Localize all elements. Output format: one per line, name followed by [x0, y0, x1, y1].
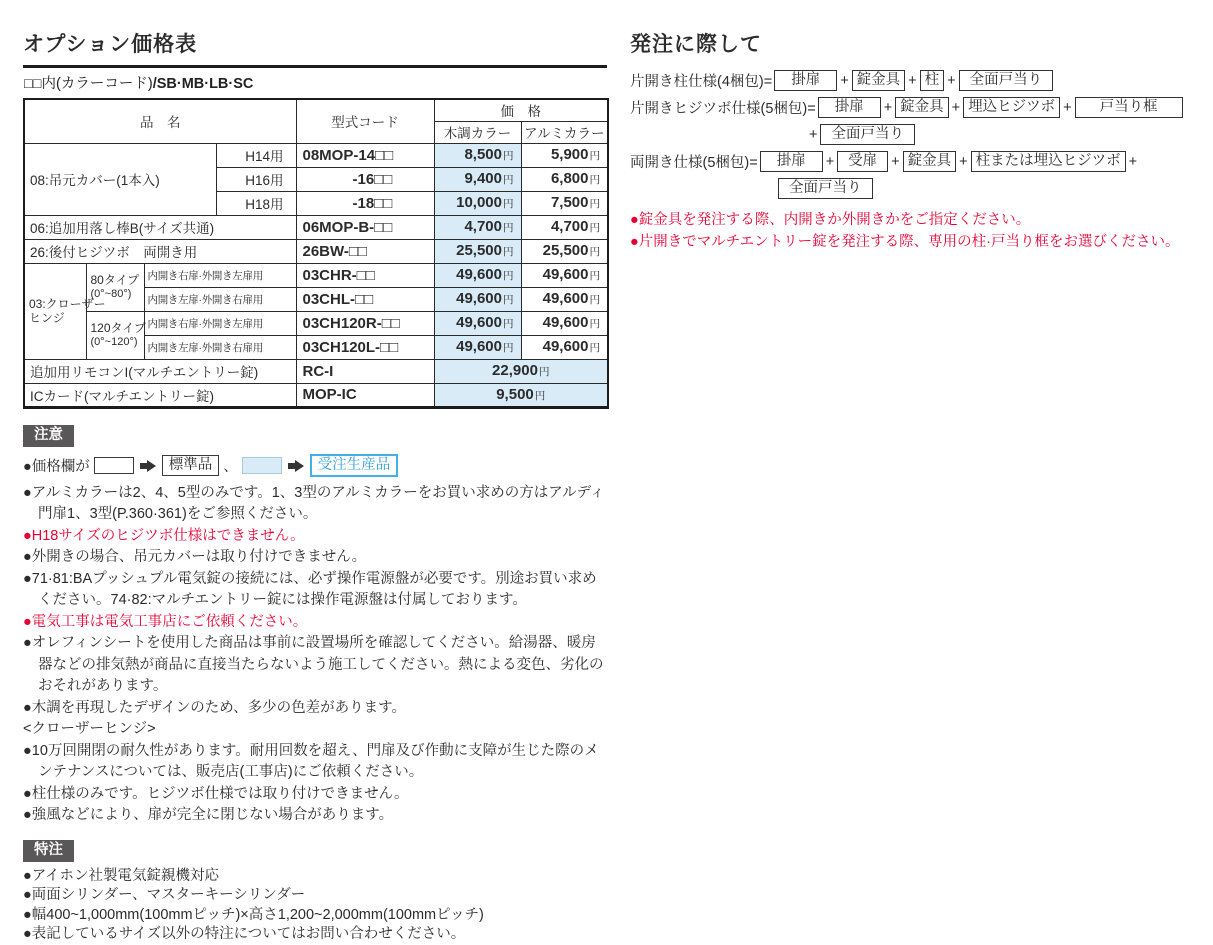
- notice-item: ●柱仕様のみです。ヒジツボ仕様では取り付けできません。: [23, 785, 409, 802]
- price-wood-cell: 4,700円: [434, 215, 521, 239]
- model-code-cell: 03CHL-□□: [296, 287, 434, 311]
- model-code-cell: 03CH120R-□□: [296, 311, 434, 335]
- package-box: 全面戸当り: [959, 70, 1054, 91]
- price-alumi-cell: 7,500円: [521, 191, 608, 215]
- ordering-title: 発注に際して: [630, 33, 762, 56]
- right-arrow-icon: [288, 460, 304, 472]
- formula-single-pillar: 片開き柱仕様(4梱包)= 掛扉 + 錠金具 + 柱 + 全面戸当り: [630, 70, 1208, 91]
- header-price: 価 格: [434, 99, 608, 121]
- price-alumi-cell: 6,800円: [521, 167, 608, 191]
- table-row: [24, 239, 608, 263]
- package-box: 掛扉: [818, 97, 881, 118]
- notice-item: ●オレフィンシートを使用した商品は事前に設置場所を確認してください。給湯器、暖房器などの排気熱が商品に直接当たらないよう施工してください。熱による変色、劣化のおそれがあります。: [23, 635, 604, 694]
- price-alumi-cell: 4,700円: [521, 215, 608, 239]
- package-box: 全面戸当り: [778, 178, 873, 199]
- product-name-cell: 追加用リモコンI(マルチエントリー錠): [24, 359, 296, 383]
- price-alumi-cell: 25,500円: [521, 239, 608, 263]
- model-code-cell: 06MOP-B-□□: [296, 215, 434, 239]
- table-row: [24, 383, 608, 407]
- notice-item: ●木調を再現したデザインのため、多少の色差があります。: [23, 699, 407, 716]
- notice-item: ●アルミカラーは2、4、5型のみです。1、3型のアルミカラーをお買い求めの方はアルディ門扉1、3型(P.360·361)をご参照ください。: [23, 484, 605, 522]
- price-alumi-cell: 49,600円: [521, 263, 608, 287]
- door-direction-cell: 内開き右扉·外開き左扉用: [144, 311, 296, 335]
- price-wood-cell: 25,500円: [434, 239, 521, 263]
- price-wood-cell: 49,600円: [434, 311, 521, 335]
- color-code-list: /SB·MB·LB·SC: [152, 76, 254, 92]
- header-wood-color: 木調カラー: [434, 121, 521, 143]
- color-code-note-prefix: □□内(カラーコード): [24, 76, 153, 92]
- package-box: 埋込ヒジツボ: [963, 97, 1060, 118]
- package-box: 錠金具: [895, 97, 949, 118]
- price-wood-cell: 49,600円: [434, 263, 521, 287]
- table-row: [24, 263, 608, 287]
- package-box: 掛扉: [760, 151, 823, 172]
- door-direction-cell: 内開き右扉·外開き左扉用: [144, 263, 296, 287]
- table-row: [24, 359, 608, 383]
- package-box: 戸当り框: [1075, 97, 1183, 118]
- price-alumi-cell: 49,600円: [521, 335, 608, 359]
- legend-comma: 、: [223, 459, 238, 475]
- size-label-cell: H16用: [216, 167, 296, 191]
- model-code-cell: 03CH120L-□□: [296, 335, 434, 359]
- model-code-cell: 03CHR-□□: [296, 263, 434, 287]
- custom-order-item: ●表記しているサイズ以外の特注についてはお問い合わせください。: [23, 926, 466, 942]
- header-model-code: 型式コード: [296, 99, 434, 143]
- package-box: 錠金具: [903, 151, 957, 172]
- package-box: 錠金具: [852, 70, 906, 91]
- price-alumi-cell: 5,900円: [521, 143, 608, 167]
- color-code-note: [23, 68, 607, 98]
- formula-double: 両開き仕様(5梱包)= 掛扉 + 受扉 + 錠金具 + 柱または埋込ヒジツボ +: [630, 153, 1138, 171]
- header-alumi-color: アルミカラー: [521, 121, 608, 143]
- price-merged-cell: 22,900円: [434, 359, 608, 383]
- package-box: 掛扉: [774, 70, 837, 91]
- formula-double-cont: [778, 178, 1208, 199]
- price-wood-cell: 9,400円: [434, 167, 521, 191]
- type-label-cell: 120タイプ (0°~120°): [86, 311, 144, 359]
- size-label-cell: H18用: [216, 191, 296, 215]
- page-title: オプション価格表: [23, 28, 607, 68]
- package-box: 全面戸当り: [820, 124, 915, 145]
- custom-order-item: ●アイホン社製電気錠親機対応: [23, 867, 219, 884]
- price-wood-cell: 8,500円: [434, 143, 521, 167]
- model-code-cell: -18□□: [296, 191, 434, 215]
- standard-product-label: 標準品: [162, 455, 220, 476]
- ordering-notes: [630, 209, 1208, 253]
- table-row: [24, 215, 608, 239]
- door-direction-cell: 内開き左扉·外開き右扉用: [144, 335, 296, 359]
- type-label-cell: 80タイプ (0°~80°): [86, 263, 144, 311]
- price-wood-cell: 49,600円: [434, 335, 521, 359]
- ordering-note: ●錠金具を発注する際、内開きか外開きかをご指定ください。: [630, 212, 1031, 228]
- model-code-cell: MOP-IC: [296, 383, 434, 407]
- custom-order-badge: 特注: [23, 840, 74, 862]
- formula-single-hinge-cont: + 全面戸当り: [806, 124, 1208, 145]
- notice-badge: 注意: [23, 425, 74, 447]
- price-wood-cell: 49,600円: [434, 287, 521, 311]
- notice-item: ●71·81:BAプッシュプル電気錠の接続には、必ず操作電源盤が必要です。別途お買い求めください。74·82:マルチエントリー錠には操作電源盤は付属しております。: [23, 570, 597, 608]
- price-merged-cell: 9,500円: [434, 383, 608, 407]
- custom-order-list: [23, 867, 607, 945]
- notice-item: ●10万回開閉の耐久性があります。耐用回数を超え、門扉及び作動に支障が生じた際のメンテナンスについては、販売店(工事店)にご依頼ください。: [23, 742, 599, 780]
- custom-order-item: ●両面シリンダー、マスターキーシリンダー: [23, 887, 306, 903]
- package-box: 柱または埋込ヒジツボ: [971, 151, 1126, 172]
- notice-list: [23, 483, 607, 827]
- price-wood-cell: 10,000円: [434, 191, 521, 215]
- standard-price-swatch: [94, 457, 134, 474]
- table-row: [24, 143, 608, 167]
- notice-item: ●外開きの場合、吊元カバーは取り付けできません。: [23, 549, 367, 565]
- product-name-cell: 06:追加用落し棒B(サイズ共通): [24, 215, 296, 239]
- header-product-name: 品 名: [24, 99, 296, 143]
- formula-single-hinge: 片開きヒジツボ仕様(5梱包)= 掛扉 + 錠金具 + 埋込ヒジツボ + 戸当り框: [630, 97, 1208, 118]
- product-name-cell: 08:吊元カバー(1本入): [24, 143, 216, 215]
- product-name-cell: 03:クローザー ヒンジ: [24, 263, 86, 359]
- ordering-note: ●片開きでマルチエントリー錠を発注する際、専用の柱·戸当り框をお選びください。: [630, 234, 1180, 250]
- product-name-cell: 26:後付ヒジツボ 両開き用: [24, 239, 296, 263]
- model-code-cell: 26BW-□□: [296, 239, 434, 263]
- right-arrow-icon: [140, 460, 156, 472]
- ordering-section: [630, 28, 1208, 253]
- price-alumi-cell: 49,600円: [521, 287, 608, 311]
- price-alumi-cell: 49,600円: [521, 311, 608, 335]
- option-price-table: [23, 98, 609, 409]
- notice-item: ●強風などにより、扉が完全に閉じない場合があります。: [23, 807, 394, 823]
- notice-item: <クローザーヒンジ>: [23, 721, 156, 737]
- made-to-order-label: 受注生産品: [310, 454, 399, 477]
- table-row: [24, 311, 608, 335]
- model-code-cell: 08MOP-14□□: [296, 143, 434, 167]
- package-box: 柱: [920, 70, 945, 91]
- legend-prefix: ●価格欄が: [23, 459, 90, 475]
- door-direction-cell: 内開き左扉·外開き右扉用: [144, 287, 296, 311]
- product-name-cell: ICカード(マルチエントリー錠): [24, 383, 296, 407]
- package-box: 受扉: [837, 151, 888, 172]
- option-price-section: [23, 28, 607, 945]
- custom-order-item: ●幅400~1,000mm(100mmピッチ)×高さ1,200~2,000mm(100mmピッチ): [23, 906, 484, 923]
- notice-item: ●電気工事は電気工事店にご依頼ください。: [23, 613, 308, 630]
- notice-item: ●H18サイズのヒジツボ仕様はできません。: [23, 527, 305, 544]
- model-code-cell: -16□□: [296, 167, 434, 191]
- price-legend: [23, 454, 607, 478]
- order-price-swatch: [242, 457, 282, 474]
- size-label-cell: H14用: [216, 143, 296, 167]
- model-code-cell: RC-I: [296, 359, 434, 383]
